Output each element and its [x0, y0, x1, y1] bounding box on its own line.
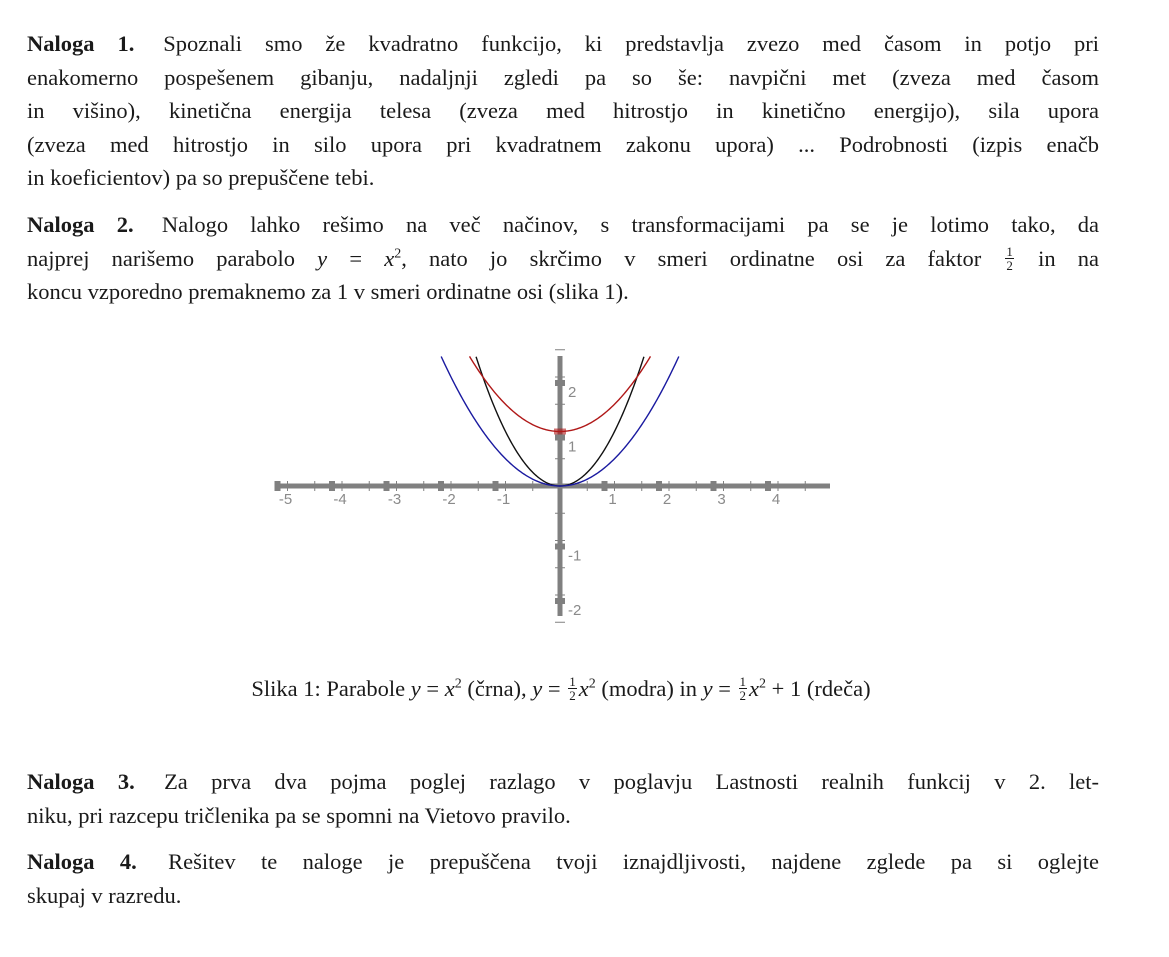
equation-y: y	[317, 245, 328, 271]
caption-eq3-num: 1	[739, 674, 747, 690]
fraction-numerator: 1	[1006, 243, 1013, 259]
caption-eq3-x: x	[749, 676, 760, 701]
x-tick-label: 1	[608, 491, 617, 508]
task-2-line-2b: , nato jo skrčimo v smeri ordinatne osi za faktor	[401, 245, 982, 271]
x-tick-label: -5	[278, 491, 293, 508]
caption-red: (rdeča)	[806, 676, 871, 701]
x-tick-label: 4	[771, 491, 781, 508]
task-3-line-2: niku, pri razcepu tričlenika pa se spomni na Vietovo pravilo.	[27, 802, 571, 828]
x-major-tick	[384, 481, 390, 491]
task-3-paragraph	[27, 765, 1099, 832]
x-tick-label: -3	[387, 491, 402, 508]
caption-eq3-plus-one: + 1	[766, 676, 802, 701]
task-3-line-1: Za prva dva pojma poglej razlago v poglavju Lastnosti realnih funkcij v 2. let-	[164, 769, 1100, 794]
task-2-label: Naloga 2.	[27, 212, 134, 237]
caption-eq2-fraction	[568, 675, 577, 702]
y-major-tick	[555, 435, 565, 441]
task-1-line-3: in višino), kinetična energija telesa (zveza med hitrostjo in kinetično energijo), sila upora	[27, 98, 1099, 123]
task-3-label: Naloga 3.	[27, 769, 135, 794]
caption-eq2-y: y	[532, 676, 543, 701]
parabola-graph	[278, 350, 830, 620]
x-major-tick	[765, 481, 771, 491]
task-2-paragraph	[27, 208, 1099, 309]
caption-eq1-equals: =	[420, 676, 445, 701]
x-tick-label: -4	[333, 491, 347, 508]
y-tick-label: 2	[568, 384, 577, 401]
caption-eq3-exp: 2	[759, 676, 767, 692]
x-major-tick	[711, 481, 717, 491]
x-tick-label: -1	[496, 491, 511, 508]
y-tick-label: 1	[568, 438, 577, 456]
caption-eq2-den: 2	[569, 688, 576, 704]
caption-eq2-exp: 2	[588, 676, 596, 692]
task-4-line-1: Rešitev te naloge je prepuščena tvoji iznajdljivosti, najdene zglede pa si oglejte	[168, 849, 1100, 874]
y-major-tick	[555, 544, 565, 550]
caption-eq3-y: y	[702, 676, 713, 701]
caption-eq2-num: 1	[569, 674, 576, 690]
task-1-line-4: (zveza med hitrostjo in silo upora pri kvadratnem zakonu upora) ... Podrobnosti (izpis enačb	[27, 131, 1099, 157]
fraction-half	[1005, 245, 1014, 272]
task-1-line-2: enakomerno pospešenem gibanju, nadaljnji zgledi pa so še: navpični met (zveza med časom	[27, 64, 1099, 90]
task-2-line-2c: in na	[1038, 245, 1099, 271]
x-tick-label: -2	[442, 491, 456, 508]
caption-eq3-den: 2	[739, 688, 747, 704]
tick-labels	[279, 384, 780, 619]
task-4-line-2: skupaj v razredu.	[27, 882, 182, 908]
caption-eq3-equals: =	[712, 676, 737, 701]
caption-eq1-x: x	[444, 676, 455, 701]
caption-black: (črna),	[467, 676, 527, 701]
x-major-tick	[275, 481, 281, 491]
caption-blue: (modra) in	[601, 676, 697, 701]
x-major-tick	[493, 481, 499, 491]
x-major-tick	[438, 481, 444, 491]
equation-equals: =	[327, 245, 385, 271]
task-1-paragraph	[27, 27, 1099, 195]
x-major-tick	[656, 481, 662, 491]
task-2-line-1: Nalogo lahko rešimo na več načinov, s transformacijami pa se je lotimo tako, da	[161, 212, 1100, 237]
task-2-line-3: koncu vzporedno premaknemo za 1 v smeri ordinatne osi (slika 1).	[27, 279, 629, 304]
y-major-tick	[555, 598, 565, 604]
y-tick-label: -2	[568, 602, 582, 619]
x-tick-label: 3	[717, 491, 726, 508]
equation-exponent: 2	[394, 246, 402, 261]
caption-eq3-fraction	[739, 675, 748, 702]
task-1-line-1: Spoznali smo že kvadratno funkcijo, ki predstavlja zvezo med časom in potjo pri	[163, 31, 1100, 56]
figure-caption	[0, 676, 1122, 704]
equation-x: x	[384, 245, 395, 271]
fraction-denominator: 2	[1006, 257, 1013, 273]
y-tick-label: -1	[568, 547, 582, 565]
x-tick-label: 2	[662, 491, 672, 508]
x-major-tick	[329, 481, 335, 491]
caption-eq1-y: y	[410, 676, 421, 701]
task-1-label: Naloga 1.	[27, 31, 135, 56]
task-4-paragraph	[27, 845, 1099, 912]
caption-eq1-exp: 2	[454, 676, 462, 692]
caption-eq2-x: x	[578, 676, 589, 701]
task-4-label: Naloga 4.	[27, 849, 137, 874]
caption-eq2-equals: =	[542, 676, 567, 701]
caption-prefix: Slika 1: Parabole	[251, 676, 406, 701]
task-2-line-2a: najprej narišemo parabolo	[27, 245, 295, 271]
task-1-line-5: in koeficientov) pa so prepuščene tebi.	[27, 165, 375, 190]
x-major-tick	[602, 481, 608, 491]
y-major-tick	[555, 380, 565, 386]
red-vertex-marker	[554, 429, 566, 435]
